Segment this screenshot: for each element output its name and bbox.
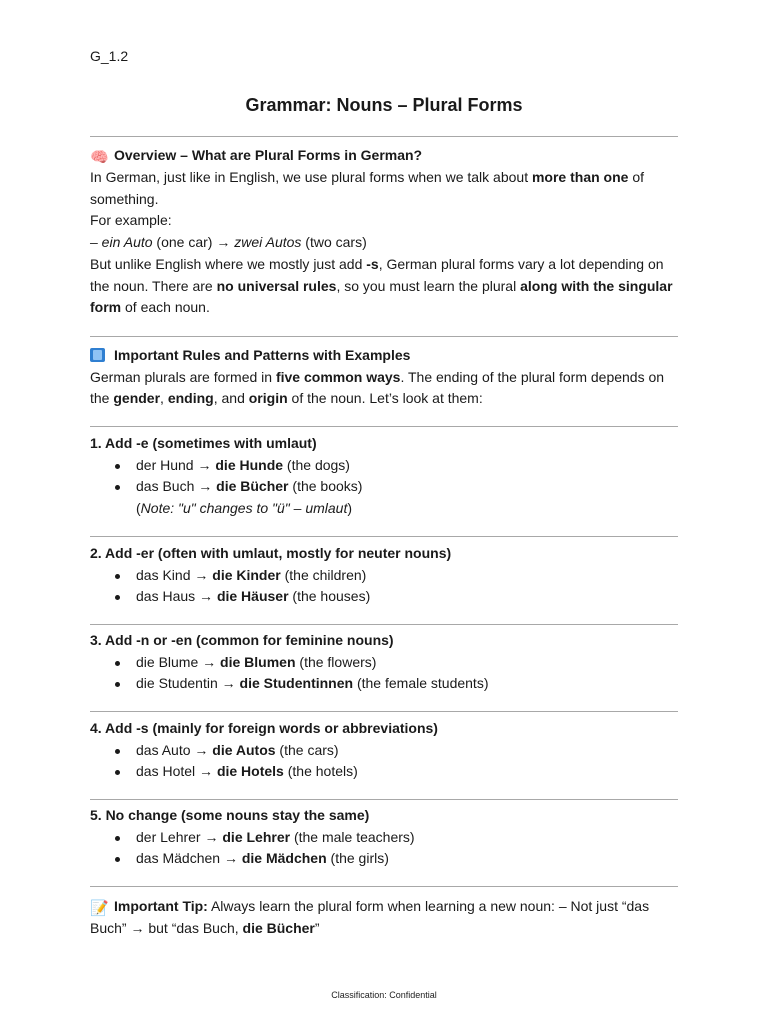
list-item: das Buch → die Bücher (the books)	[90, 476, 678, 498]
rule-section-4	[90, 718, 678, 783]
rule-section-3	[90, 630, 678, 695]
divider	[90, 711, 678, 712]
rule-heading: 2. Add -er (often with umlaut, mostly for neuter nouns)	[90, 545, 452, 561]
list-item: der Hund → die Hunde (the dogs)	[90, 455, 678, 477]
list-item: das Hotel → die Hotels (the hotels)	[90, 761, 678, 783]
page-title: Grammar: Nouns – Plural Forms	[245, 95, 523, 115]
memo-icon: 📝	[90, 900, 109, 917]
list-item: die Blume → die Blumen (the flowers)	[90, 652, 678, 674]
blue-book-icon	[90, 348, 105, 362]
overview-example: – ein Auto (one car) → zwei Autos (two cars)	[90, 234, 367, 251]
rule-heading: 3. Add -n or -en (common for feminine nouns)	[90, 632, 394, 648]
umlaut-note: (Note: "u" changes to "ü" – umlaut)	[136, 500, 353, 517]
example-list	[90, 652, 678, 695]
tip-paragraph: 📝 Important Tip: Always learn the plural form when learning a new noun: – Not just “das Buch” → but “das Buch, die Bücher”	[90, 898, 650, 936]
rules-intro-section	[90, 345, 678, 410]
list-item: das Haus → die Häuser (the houses)	[90, 586, 678, 608]
list-item: das Mädchen → die Mädchen (the girls)	[90, 848, 678, 870]
rule-heading: 1. Add -e (sometimes with umlaut)	[90, 435, 317, 451]
brain-icon: 🧠	[90, 149, 109, 166]
divider	[90, 426, 678, 427]
overview-section	[90, 145, 678, 319]
rule-section-2	[90, 543, 678, 608]
divider	[90, 536, 678, 537]
document-code: G_1.2	[90, 48, 129, 64]
list-item: das Auto → die Autos (the cars)	[90, 740, 678, 762]
example-list	[90, 455, 678, 498]
rule-heading: 4. Add -s (mainly for foreign words or abbreviations)	[90, 720, 438, 736]
divider	[90, 336, 678, 337]
example-list	[90, 565, 678, 608]
rules-intro-heading: Important Rules and Patterns with Examples	[90, 345, 678, 367]
list-item: die Studentin → die Studentinnen (the female students)	[90, 673, 678, 695]
divider	[90, 624, 678, 625]
example-list	[90, 740, 678, 783]
divider	[90, 886, 678, 887]
classification-footer: Classification: Confidential	[331, 990, 437, 1000]
list-item: der Lehrer → die Lehrer (the male teachers)	[90, 827, 678, 849]
tip-section	[90, 896, 678, 940]
example-list	[90, 827, 678, 870]
overview-paragraph-3: But unlike English where we mostly just add -s, German plural forms vary a lot depending on the noun. There are no universal rules, so you must learn the plural along with the singular form of each noun.	[90, 255, 673, 316]
rule-heading: 5. No change (some nouns stay the same)	[90, 807, 370, 823]
overview-paragraph-2: For example:	[90, 212, 172, 229]
rule-section-5	[90, 805, 678, 870]
overview-heading: 🧠 Overview – What are Plural Forms in German?	[90, 147, 423, 166]
list-item: das Kind → die Kinder (the children)	[90, 565, 678, 587]
divider	[90, 136, 678, 137]
overview-paragraph-1: In German, just like in English, we use plural forms when we talk about more than one of something.	[90, 169, 645, 207]
rule-section-1	[90, 433, 678, 520]
rules-intro-paragraph: German plurals are formed in five common ways. The ending of the plural form depends on the gender, ending, and origin of the noun. Let’s look at them:	[90, 368, 665, 407]
divider	[90, 799, 678, 800]
